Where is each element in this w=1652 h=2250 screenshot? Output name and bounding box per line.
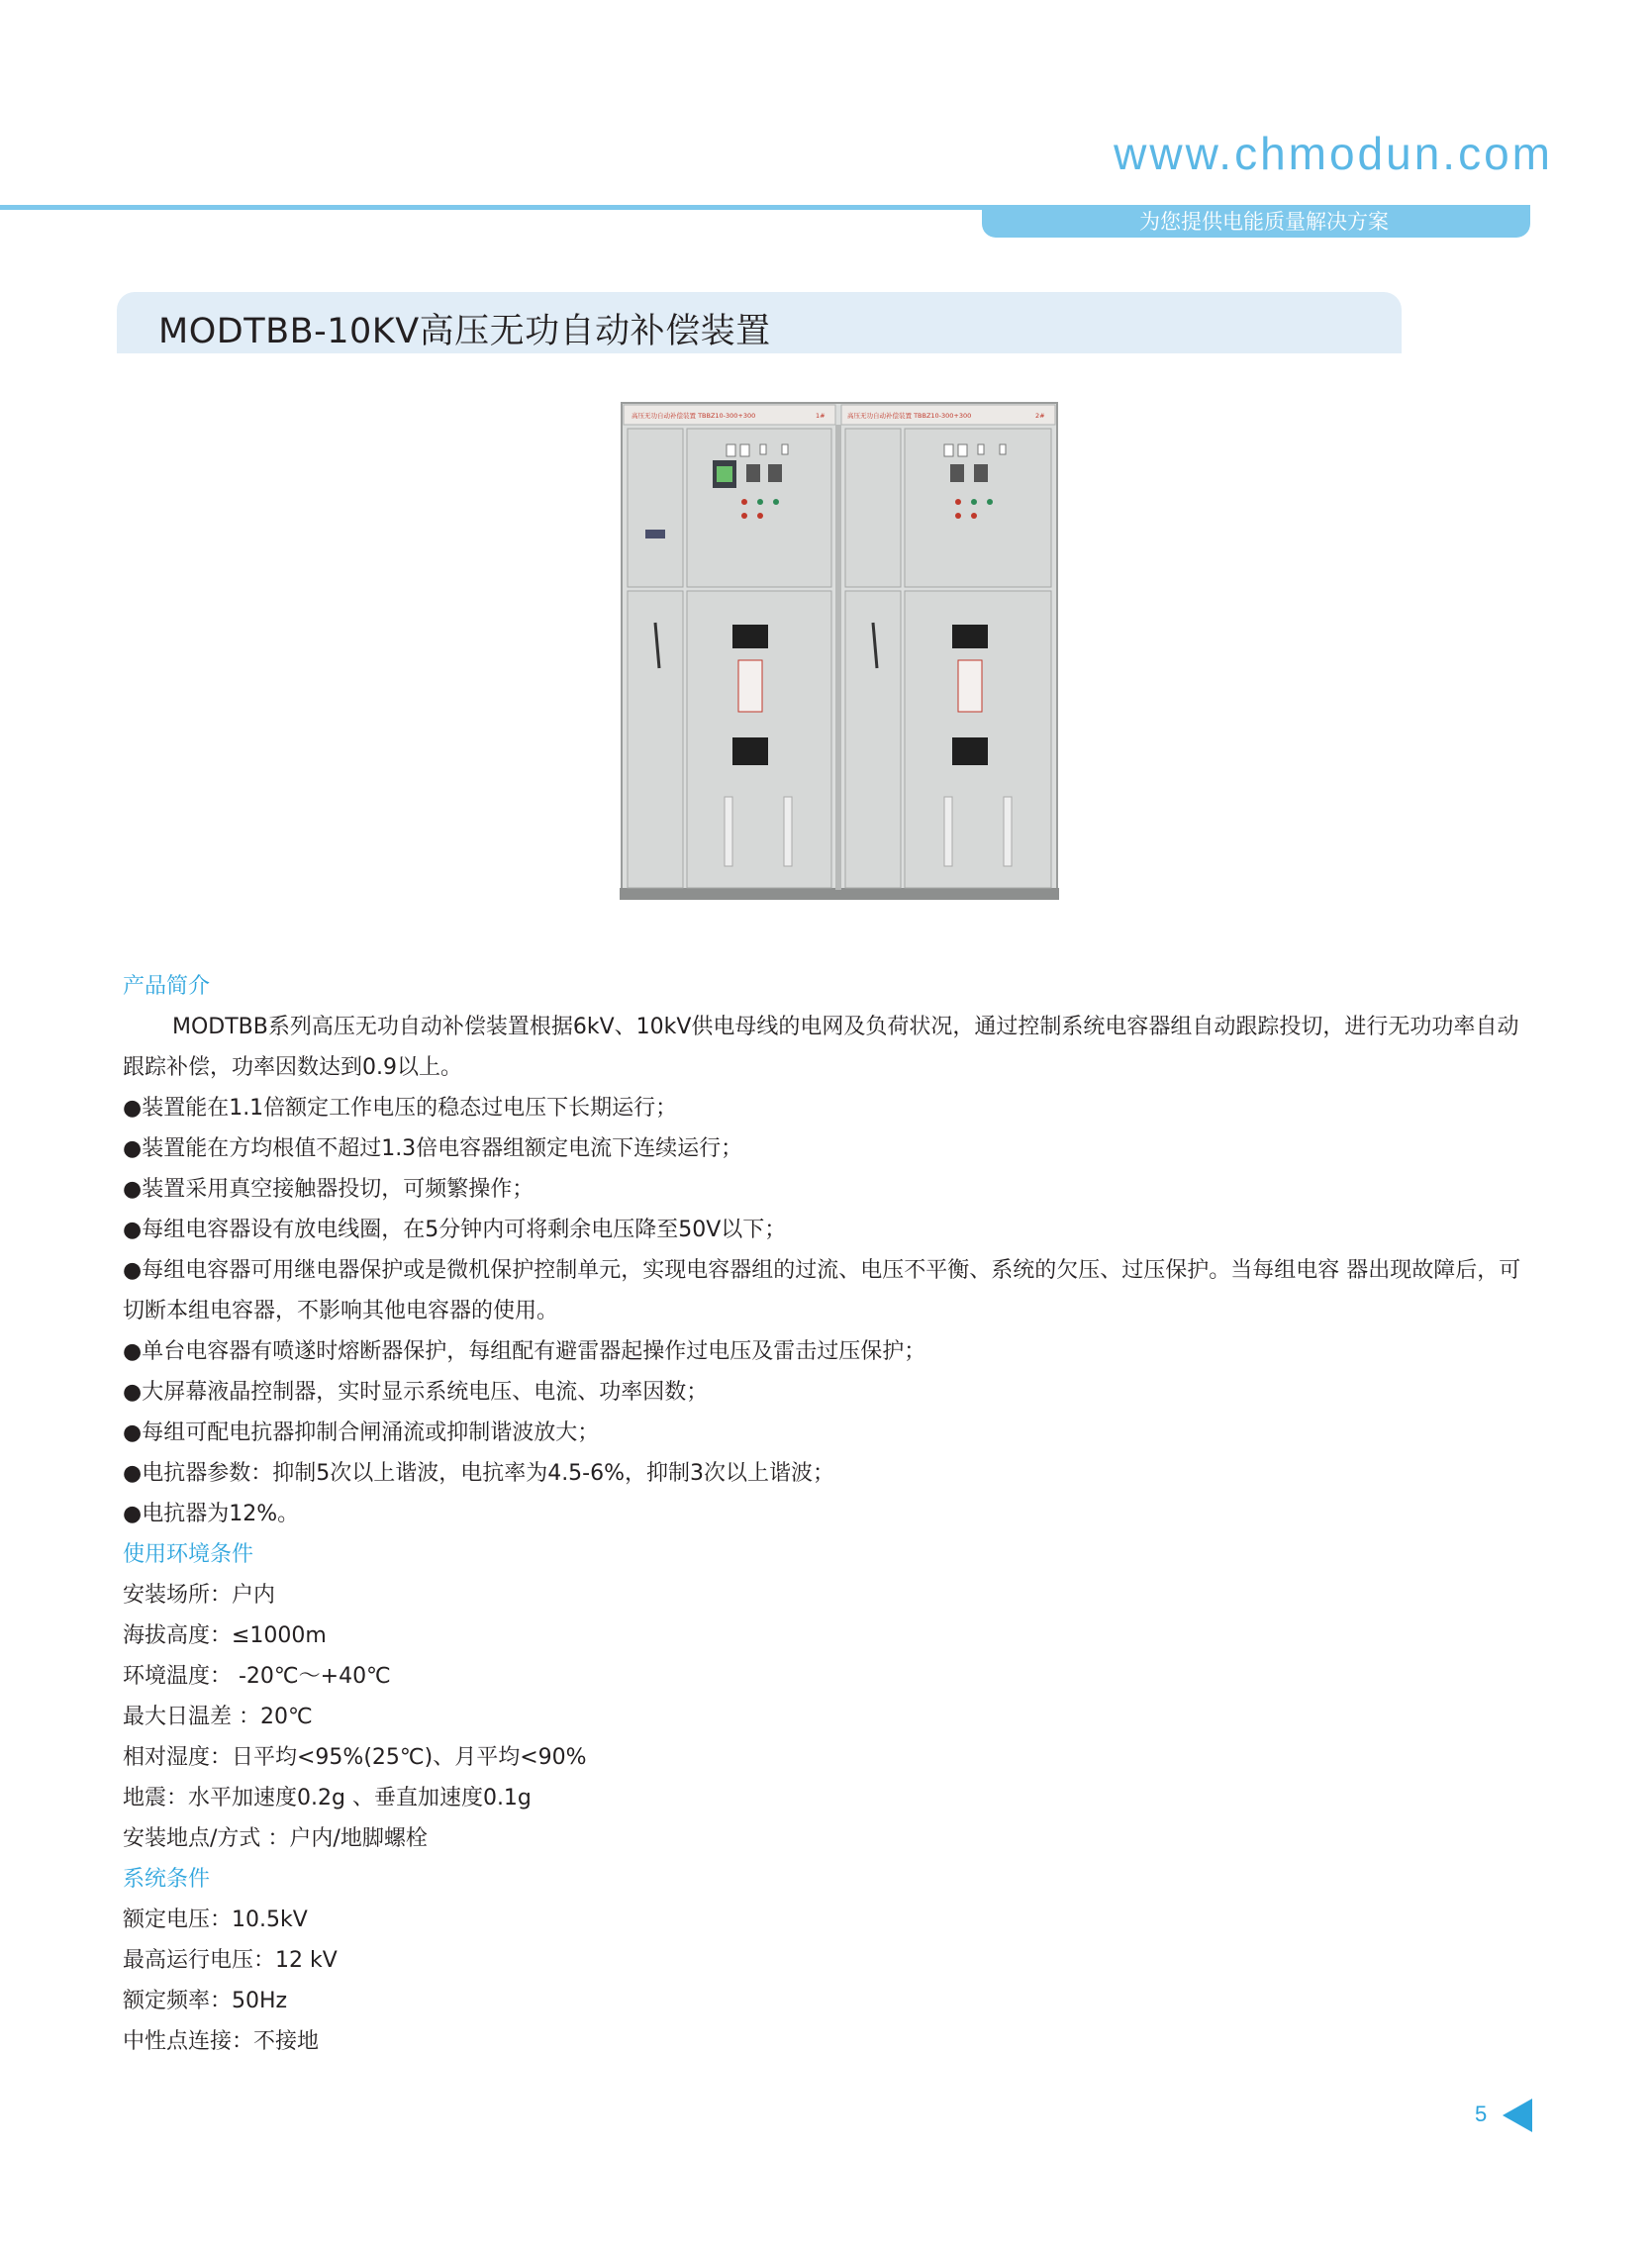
feature-item: ●电抗器为12%。 — [123, 1502, 300, 1526]
panel2-number: 2# — [1035, 412, 1045, 420]
product-photo — [618, 401, 1061, 904]
feature-item: ●电抗器参数：抑制5次以上谐波，电抗率为4.5-6%，抑制3次以上谐波； — [123, 1461, 835, 1486]
environment-item: 最大日温差 ：20℃ — [123, 1705, 313, 1729]
page-arrow-icon — [1503, 2099, 1532, 2132]
product-title-bar — [117, 292, 1402, 353]
environment-item: 地震：水平加速度0.2g 、垂直加速度0.1g — [123, 1786, 532, 1810]
intro-heading: 产品简介 — [123, 974, 211, 999]
intro-paragraph: MODTBB系列高压无功自动补偿装置根据6kV、10kV供电母线的电网及负荷状况，通过控制系统电容器组自动跟踪投切，进行无功功率自动跟踪补偿，功率因数达到0.9以上。 — [123, 1015, 1519, 1080]
slogan-banner: 为您提供电能质量解决方案 — [982, 205, 1530, 238]
environment-item: 环境温度： -20℃～+40℃ — [123, 1664, 391, 1689]
environment-heading: 使用环境条件 — [123, 1542, 254, 1567]
page-number: 5 — [1475, 2102, 1488, 2126]
feature-item: ●装置能在方均根值不超过1.3倍电容器组额定电流下连续运行； — [123, 1136, 743, 1161]
system-item: 额定频率：50Hz — [123, 1989, 288, 2013]
panel2-label: 高压无功自动补偿装置 TBBZ10-300+300 — [847, 412, 972, 420]
product-title: MODTBB-10KV高压无功自动补偿装置 — [158, 312, 771, 351]
feature-item: ●装置能在1.1倍额定工作电压的稳态过电压下长期运行； — [123, 1096, 678, 1121]
system-item: 额定电压：10.5kV — [123, 1908, 308, 1932]
environment-item: 海拔高度：≤1000m — [123, 1623, 327, 1648]
website-url: www.chmodun.com — [1114, 128, 1553, 179]
environment-item: 相对湿度：日平均<95%(25℃)、月平均<90% — [123, 1745, 587, 1770]
environment-item: 安装场所：户内 — [123, 1583, 276, 1608]
system-heading: 系统条件 — [123, 1867, 211, 1892]
feature-item: ●每组可配电抗器抑制合闸涌流或抑制谐波放大； — [123, 1420, 600, 1445]
feature-item: ●每组电容器设有放电线圈，在5分钟内可将剩余电压降至50V以下； — [123, 1218, 787, 1242]
feature-item: ●装置采用真空接触器投切，可频繁操作； — [123, 1177, 534, 1202]
feature-item: ●每组电容器可用继电器保护或是微机保护控制单元，实现电容器组的过流、电压不平衡、系统的欠压、过压保护。当每组电容 器出现故障后，可切断本组电容器，不影响其他电容器的使用。 — [123, 1258, 1521, 1323]
product-description — [123, 966, 1532, 2062]
system-item: 最高运行电压：12 kV — [123, 1948, 338, 1973]
feature-item: ●大屏幕液晶控制器，实时显示系统电压、电流、功率因数； — [123, 1380, 709, 1405]
feature-item: ●单台电容器有喷遂时熔断器保护，每组配有避雷器起操作过电压及雷击过压保护； — [123, 1339, 926, 1364]
panel1-label: 高压无功自动补偿装置 TBBZ10-300+300 — [632, 412, 756, 420]
panel1-number: 1# — [816, 412, 826, 420]
environment-item: 安装地点/方式 ：户内/地脚螺栓 — [123, 1826, 428, 1851]
system-item: 中性点连接：不接地 — [123, 2029, 320, 2054]
